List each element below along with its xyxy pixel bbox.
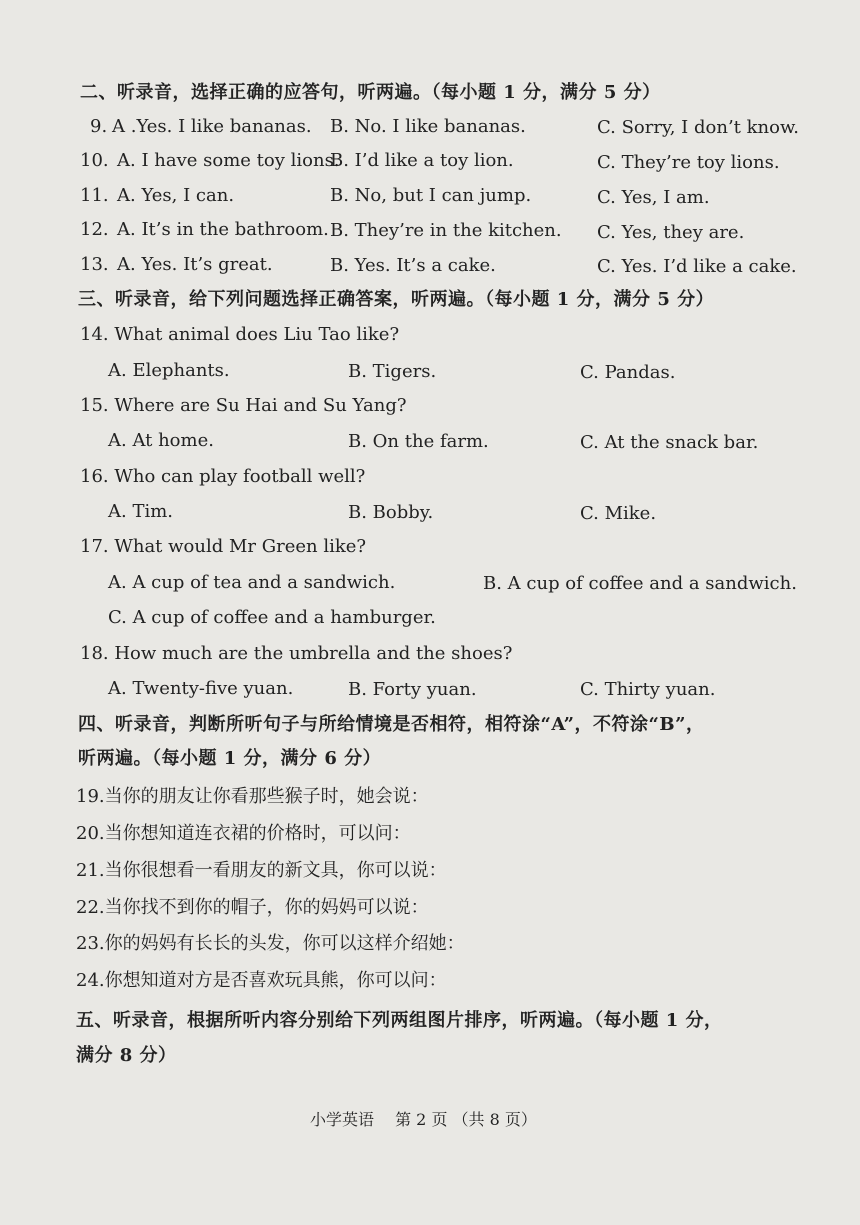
q10-option-a: A. I have some toy lions. (117, 150, 340, 171)
q17-option-b: B. A cup of coffee and a sandwich. (483, 573, 797, 594)
section-4-heading-line1: 四、听录音，判断所听句子与所给情境是否相符，相符涂“A”，不符涂“B”， (78, 714, 705, 735)
section-4-heading-line2: 听两遍。（每小题 1 分，满分 6 分） (78, 748, 382, 769)
q14-option-c: C. Pandas. (580, 362, 676, 383)
q13-option-b: B. Yes. It’s a cake. (330, 255, 496, 276)
q22-item: 22.当你找不到你的帽子，你的妈妈可以说： (76, 897, 429, 918)
q16-question: 16. Who can play football well? (80, 466, 366, 487)
q11-num: 11. (80, 185, 109, 206)
q12-num: 12. (80, 219, 109, 240)
section-3-heading: 三、听录音，给下列问题选择正确答案，听两遍。（每小题 1 分，满分 5 分） (78, 289, 715, 310)
q10-num: 10. (80, 150, 109, 171)
q14-option-a: A. Elephants. (108, 360, 230, 381)
q16-option-a: A. Tim. (108, 501, 173, 522)
q24-item: 24.你想知道对方是否喜欢玩具熊，你可以问： (76, 970, 447, 991)
section-5-heading-line1: 五、听录音，根据所听内容分别给下列两组图片排序，听两遍。（每小题 1 分， (76, 1010, 723, 1031)
q19-item: 19.当你的朋友让你看那些猴子时，她会说： (76, 786, 429, 807)
q18-option-c: C. Thirty yuan. (580, 679, 716, 700)
q23-item: 23.你的妈妈有长长的头发，你可以这样介绍她： (76, 933, 465, 954)
q9-option-b: B. No. I like bananas. (330, 116, 526, 137)
q15-option-c: C. At the snack bar. (580, 432, 759, 453)
q17-option-c: C. A cup of coffee and a hamburger. (108, 607, 436, 628)
q21-item: 21.当你很想看一看朋友的新文具，你可以说： (76, 860, 447, 881)
q13-num: 13. (80, 254, 109, 275)
q14-question: 14. What animal does Liu Tao like? (80, 324, 400, 345)
q17-option-a: A. A cup of tea and a sandwich. (108, 572, 396, 593)
q13-option-c: C. Yes. I’d like a cake. (597, 256, 797, 277)
q16-option-c: C. Mike. (580, 503, 657, 524)
section-2-heading: 二、听录音，选择正确的应答句，听两遍。（每小题 1 分，满分 5 分） (80, 82, 661, 103)
q14-option-b: B. Tigers. (348, 361, 437, 382)
q11-option-b: B. No, but I can jump. (330, 185, 532, 206)
q18-option-a: A. Twenty-five yuan. (108, 678, 294, 699)
q20-item: 20.当你想知道连衣裙的价格时，可以问： (76, 823, 411, 844)
q12-option-a: A. It’s in the bathroom. (117, 219, 329, 240)
q12-option-c: C. Yes, they are. (597, 222, 745, 243)
q17-question: 17. What would Mr Green like? (80, 536, 367, 557)
q9-num: 9. (90, 116, 108, 137)
q10-option-b: B. I’d like a toy lion. (330, 150, 514, 171)
q10-option-c: C. They’re toy lions. (597, 152, 780, 173)
q16-option-b: B. Bobby. (348, 502, 434, 523)
q11-option-a: A. Yes, I can. (117, 185, 235, 206)
q12-option-b: B. They’re in the kitchen. (330, 220, 562, 241)
section-5-heading-line2: 满分 8 分） (76, 1045, 177, 1066)
page-footer: 小学英语 第 2 页 （共 8 页） (310, 1110, 537, 1129)
q15-option-a: A. At home. (108, 430, 214, 451)
q15-option-b: B. On the farm. (348, 431, 489, 452)
q9-option-c: C. Sorry, I don’t know. (597, 117, 799, 138)
q18-option-b: B. Forty yuan. (348, 679, 477, 700)
q11-option-c: C. Yes, I am. (597, 187, 710, 208)
q18-question: 18. How much are the umbrella and the shoes? (80, 643, 513, 664)
q9-option-a: A .Yes. I like bananas. (112, 116, 312, 137)
q13-option-a: A. Yes. It’s great. (117, 254, 273, 275)
q15-question: 15. Where are Su Hai and Su Yang? (80, 395, 407, 416)
